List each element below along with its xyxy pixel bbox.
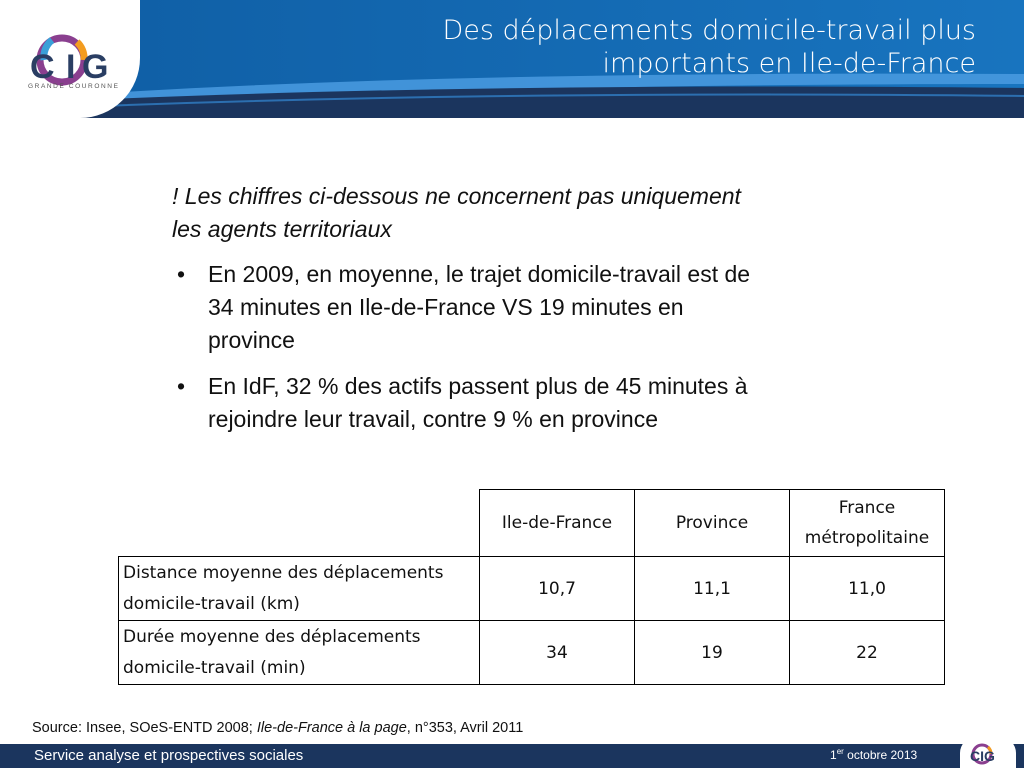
column-header [635,490,790,557]
logo-subtitle: GRANDE COURONNE [28,83,120,90]
table-row [119,557,945,621]
column-header-text: Ile-de-France [501,513,613,533]
source-citation [32,720,523,736]
page-title [356,14,976,80]
footer-service-name: Service analyse et prospectives sociales [34,747,304,764]
column-header-text: France [838,498,896,518]
footer-date [830,748,917,762]
table-cell: 10,7 [480,557,635,621]
table-cell: 22 [790,621,945,685]
commute-stats-table [118,489,945,685]
bullet-item [172,370,892,436]
column-header [790,490,945,557]
svg-text:I: I [66,48,76,86]
bullet-line: province [208,327,295,353]
table-corner-cell [119,490,480,557]
bullet-line: rejoindre leur travail, contre 9 % en province [208,406,659,432]
svg-text:C: C [30,48,55,86]
row-label-text: domicile-travail (min) [123,657,306,678]
svg-text:G: G [82,48,109,86]
date-suffix: er [836,747,844,756]
footer-logo [960,737,1016,768]
row-label-text: Distance moyenne des déplacements [123,562,444,583]
title-line-2: importants en Ile-de-France [602,48,976,79]
source-prefix: Source: Insee, SOeS-ENTD 2008; [32,720,257,736]
table-cell: 11,0 [790,557,945,621]
logo-panel [0,0,140,118]
column-header-text: métropolitaine [804,528,930,548]
table-cell: 11,1 [635,557,790,621]
cig-mini-logo [960,737,1016,768]
bullet-item [172,258,892,357]
source-suffix: , n°353, Avril 2011 [406,720,524,736]
row-label-text: Durée moyenne des déplacements [123,626,421,647]
header-banner [0,0,1024,118]
table-header-row [119,490,945,557]
table-row [119,621,945,685]
bullet-line: En 2009, en moyenne, le trajet domicile-travail est de [208,261,751,287]
bullet-list [172,258,892,436]
source-publication: Ile-de-France à la page [256,720,407,736]
disclaimer-note [172,180,892,246]
bullet-icon: • [177,261,186,287]
date-day: 1 [830,748,837,762]
bullet-icon: • [177,373,186,399]
table-cell: 34 [480,621,635,685]
note-line-1: ! Les chiffres ci-dessous ne concernent pas uniquement [172,183,741,209]
bullet-line: En IdF, 32 % des actifs passent plus de 45 minutes à [208,373,748,399]
title-line-1: Des déplacements domicile-travail plus [442,15,976,46]
row-label-text: domicile-travail (km) [123,593,300,614]
column-header-text: Province [675,513,749,533]
slide-body [172,180,892,449]
footer-bar [0,744,1024,768]
row-label [119,557,480,621]
row-label [119,621,480,685]
svg-text:CIG: CIG [970,748,995,764]
bullet-line: 34 minutes en Ile-de-France VS 19 minutes en [208,294,684,320]
note-line-2: les agents territoriaux [172,216,392,242]
column-header [480,490,635,557]
date-rest: octobre 2013 [843,748,918,762]
table-cell: 19 [635,621,790,685]
